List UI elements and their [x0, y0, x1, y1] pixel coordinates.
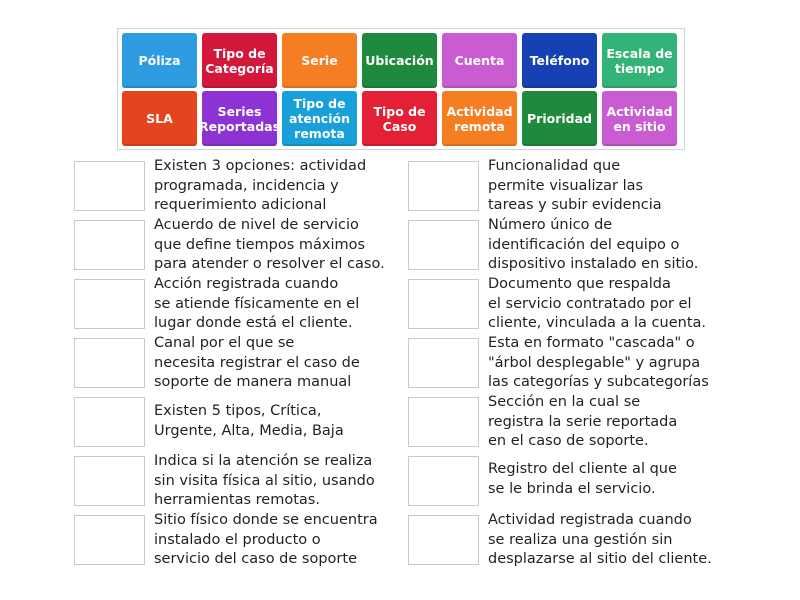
tile-tipo-de-categoria[interactable]: Tipo de Categoría [202, 33, 277, 88]
tile-panel [117, 28, 685, 150]
drop-box-right-2[interactable] [408, 220, 479, 270]
description-right-2: Número único de identificación del equipo o dispositivo instalado en sitio. [488, 217, 699, 272]
drop-box-left-2[interactable] [74, 220, 145, 270]
description-left-4: Canal por el que se necesita registrar el caso de soporte de manera manual [154, 335, 360, 390]
drop-box-left-3[interactable] [74, 279, 145, 329]
tile-cuenta[interactable]: Cuenta [442, 33, 517, 88]
tile-series-reportadas[interactable]: Series Reportadas [202, 91, 277, 146]
tile-escala-de-tiempo[interactable]: Escala de tiempo [602, 33, 677, 88]
tile-tipo-de-caso[interactable]: Tipo de Caso [362, 91, 437, 146]
drop-box-right-5[interactable] [408, 397, 479, 447]
drop-box-right-1[interactable] [408, 161, 479, 211]
tile-actividad-en-sitio[interactable]: Actividad en sitio [602, 91, 677, 146]
drop-box-left-5[interactable] [74, 397, 145, 447]
drop-box-left-6[interactable] [74, 456, 145, 506]
drop-box-left-7[interactable] [74, 515, 145, 565]
description-right-1: Funcionalidad que permite visualizar las tareas y subir evidencia [488, 158, 662, 213]
drop-box-right-7[interactable] [408, 515, 479, 565]
description-left-7: Sitio físico donde se encuentra instalado el producto o servicio del caso de soporte [154, 512, 378, 567]
description-right-6: Registro del cliente al que se le brinda el servicio. [488, 461, 677, 497]
tile-prioridad[interactable]: Prioridad [522, 91, 597, 146]
description-left-1: Existen 3 opciones: actividad programada, incidencia y requerimiento adicional [154, 158, 367, 213]
description-right-7: Actividad registrada cuando se realiza una gestión sin desplazarse al sitio del cliente. [488, 512, 712, 567]
drop-box-left-1[interactable] [74, 161, 145, 211]
tile-tipo-de-atencion-remota[interactable]: Tipo de atención remota [282, 91, 357, 146]
tile-sla[interactable]: SLA [122, 91, 197, 146]
description-left-2: Acuerdo de nivel de servicio que define tiempos máximos para atender o resolver el caso. [154, 217, 385, 272]
drop-box-right-4[interactable] [408, 338, 479, 388]
description-left-5: Existen 5 tipos, Crítica, Urgente, Alta, Media, Baja [154, 403, 344, 439]
description-left-3: Acción registrada cuando se atiende físicamente en el lugar donde está el cliente. [154, 276, 360, 331]
drop-box-left-4[interactable] [74, 338, 145, 388]
drop-box-right-3[interactable] [408, 279, 479, 329]
description-right-5: Sección en la cual se registra la serie reportada en el caso de soporte. [488, 394, 678, 449]
tile-actividad-remota[interactable]: Actividad remota [442, 91, 517, 146]
description-right-3: Documento que respalda el servicio contratado por el cliente, vinculada a la cuenta. [488, 276, 707, 331]
description-right-4: Esta en formato "cascada" o "árbol desplegable" y agrupa las categorías y subcategorías [488, 335, 709, 390]
tile-serie[interactable]: Serie [282, 33, 357, 88]
tile-poliza[interactable]: Póliza [122, 33, 197, 88]
description-left-6: Indica si la atención se realiza sin visita física al sitio, usando herramientas remotas. [154, 453, 375, 508]
tile-telefono[interactable]: Teléfono [522, 33, 597, 88]
tile-ubicacion[interactable]: Ubicación [362, 33, 437, 88]
drop-box-right-6[interactable] [408, 456, 479, 506]
